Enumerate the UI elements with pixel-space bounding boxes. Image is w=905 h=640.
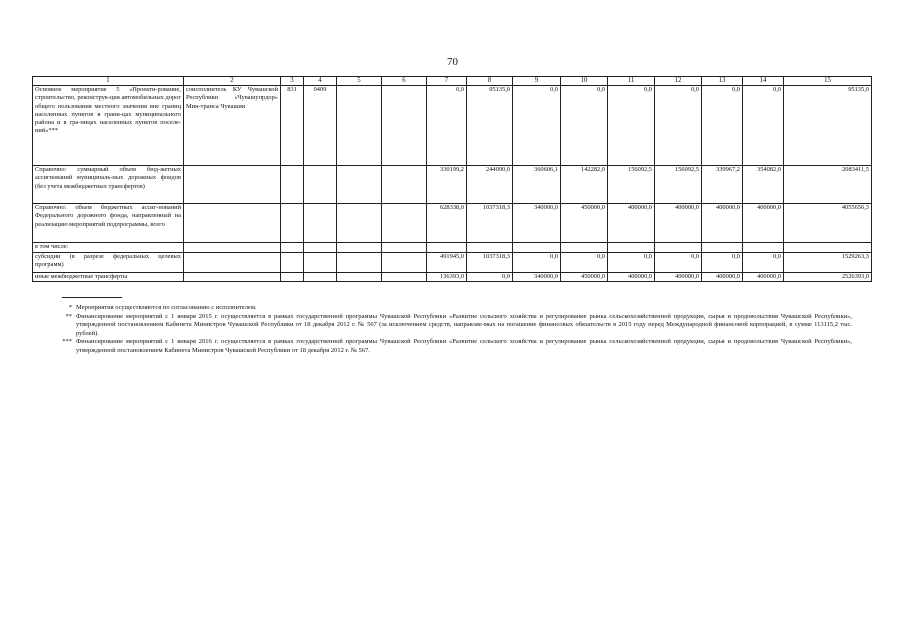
row-value: 400000,0: [608, 204, 655, 243]
table-row: [33, 166, 872, 204]
row-value: 0,0: [702, 253, 743, 273]
row-value: 1037318,3: [467, 253, 513, 273]
row-value: 0,0: [655, 253, 702, 273]
column-header: 14: [743, 77, 784, 86]
row-code-4: [304, 243, 337, 253]
table-row: [33, 273, 872, 282]
footnote: [52, 313, 852, 339]
row-code-3: [281, 204, 304, 243]
row-value: 360606,1: [513, 166, 561, 204]
table-body: [33, 77, 872, 282]
row-value: 400000,0: [743, 204, 784, 243]
row-code-4: [304, 273, 337, 282]
footnote: [52, 304, 852, 313]
footnote-mark: *: [68, 304, 72, 311]
row-value: [702, 243, 743, 253]
row-value: 340000,0: [513, 204, 561, 243]
row-code-5: [337, 253, 382, 273]
row-code-6: [382, 243, 427, 253]
footnote-text: Финансирование мероприятий с 1 января 2015 г. осуществляется в рамках государственной программы Чувашской Республики «Развитие сельского хозяйства и регулирование рынка сельскохозяйственной продукции, сырья и продовольствия Чувашской Республики», утвержденной постановлением Кабинета Министров Чувашской Республики от 18 декабря 2012 г. № 567 (за исключением средств, направляе-мых на погашение финансовых обязательств в 2015 году перед Международной финансовой корпорацией, в сумме 113115,2 тыс. рублей).: [76, 312, 852, 337]
row-value: 400000,0: [655, 273, 702, 282]
row-description: в том числе:: [33, 243, 184, 253]
row-value: 0,0: [427, 86, 467, 166]
column-header: 1: [33, 77, 184, 86]
row-code-5: [337, 273, 382, 282]
row-value: 400000,0: [608, 273, 655, 282]
row-executor: [184, 273, 281, 282]
table-row: [33, 86, 872, 166]
column-header: 11: [608, 77, 655, 86]
row-executor: [184, 243, 281, 253]
row-value: 0,0: [743, 86, 784, 166]
row-description: субсидии (в разрезе федеральных целевых программ): [33, 253, 184, 273]
row-value: 142282,0: [561, 166, 608, 204]
footnote: [52, 338, 852, 355]
column-header: 7: [427, 77, 467, 86]
column-header: 3: [281, 77, 304, 86]
row-value: 0,0: [513, 253, 561, 273]
row-code-3: 831: [281, 86, 304, 166]
footnote-divider: [62, 297, 122, 298]
row-code-3: [281, 273, 304, 282]
row-value: 0,0: [467, 273, 513, 282]
row-value: [427, 243, 467, 253]
table-row: [33, 204, 872, 243]
table-row: [33, 253, 872, 273]
row-value: 156092,5: [608, 166, 655, 204]
row-code-3: [281, 243, 304, 253]
row-value: [784, 243, 872, 253]
row-description: Справочно: объем бюджетных ассиг-нований Федерального дорожного фонда, направленный на реализацию мероприятий подпрограммы, всего: [33, 204, 184, 243]
row-value: 450000,0: [561, 204, 608, 243]
column-header: 9: [513, 77, 561, 86]
row-code-4: 0409: [304, 86, 337, 166]
row-value: 156092,5: [655, 166, 702, 204]
row-value: 339967,2: [702, 166, 743, 204]
row-value: 0,0: [561, 253, 608, 273]
row-value: 136393,0: [427, 273, 467, 282]
footnotes: [52, 304, 852, 356]
row-description: Основное мероприятие 5 «Проекти-рование, строительство, реконструк-ция автомобильных дорог общего пользования местного значения вне границ населенных пунктов в грани-цах муниципального района и в гра-ницах населенных пунктов поселе-ний»***: [33, 86, 184, 166]
row-code-6: [382, 204, 427, 243]
row-value: 1037318,3: [467, 204, 513, 243]
row-code-6: [382, 273, 427, 282]
row-value: [561, 243, 608, 253]
table-row: [33, 243, 872, 253]
row-code-4: [304, 253, 337, 273]
row-description: иные межбюджетные трансферты: [33, 273, 184, 282]
row-code-4: [304, 204, 337, 243]
row-code-6: [382, 86, 427, 166]
row-value: 95135,0: [467, 86, 513, 166]
row-code-5: [337, 86, 382, 166]
row-value: 0,0: [743, 253, 784, 273]
column-header: 10: [561, 77, 608, 86]
row-executor: [184, 166, 281, 204]
row-value: 400000,0: [655, 204, 702, 243]
column-header: 15: [784, 77, 872, 86]
row-value: [655, 243, 702, 253]
row-value: 0,0: [608, 253, 655, 273]
row-description: Справочно: суммарный объем бюд-жетных ассигнований муниципаль-ных дорожных фондов (без учета межбюджетных трансфертов): [33, 166, 184, 204]
footnote-mark: ***: [62, 338, 72, 346]
row-value: 0,0: [513, 86, 561, 166]
page-number: 70: [447, 56, 458, 68]
column-header: 5: [337, 77, 382, 86]
row-value: 450000,0: [561, 273, 608, 282]
row-value: 1529263,3: [784, 253, 872, 273]
row-executor: [184, 204, 281, 243]
row-value: 0,0: [702, 86, 743, 166]
row-executor: соисполнитель КУ Чувашской Республики «Чувашупрдор» Мин-транса Чувашии: [184, 86, 281, 166]
row-value: 491945,0: [427, 253, 467, 273]
row-value: 2526393,0: [784, 273, 872, 282]
row-executor: [184, 253, 281, 273]
row-value: 400000,0: [743, 273, 784, 282]
row-value: 354082,0: [743, 166, 784, 204]
row-code-4: [304, 166, 337, 204]
row-value: [513, 243, 561, 253]
budget-table: [32, 76, 872, 282]
row-value: [743, 243, 784, 253]
row-value: [608, 243, 655, 253]
row-value: 2083411,5: [784, 166, 872, 204]
row-value: 0,0: [608, 86, 655, 166]
row-value: 628338,0: [427, 204, 467, 243]
row-value: 95135,0: [784, 86, 872, 166]
row-value: 244090,0: [467, 166, 513, 204]
row-value: 0,0: [655, 86, 702, 166]
row-code-6: [382, 253, 427, 273]
row-value: 0,0: [561, 86, 608, 166]
row-value: 400000,0: [702, 204, 743, 243]
header-row: [33, 77, 872, 86]
row-code-5: [337, 204, 382, 243]
row-value: 400000,0: [702, 273, 743, 282]
footnote-text: Мероприятия осуществляются по согласованию с исполнителем.: [76, 304, 257, 311]
column-header: 13: [702, 77, 743, 86]
column-header: 4: [304, 77, 337, 86]
column-header: 12: [655, 77, 702, 86]
footnote-text: Финансирование мероприятий с 1 января 2016 г. осуществляется в рамках государственной программы Чувашской Республики «Развитие сельского хозяйства и регулирование рынка сельскохозяйственной продукции, сырья и продовольствия Чувашской Республики», утвержденной постановлением Кабинета Министров Чувашской Республики от 18 декабря 2012 г. № 567.: [76, 338, 852, 354]
row-value: 330199,2: [427, 166, 467, 204]
column-header: 2: [184, 77, 281, 86]
row-code-6: [382, 166, 427, 204]
row-code-3: [281, 166, 304, 204]
column-header: 6: [382, 77, 427, 86]
row-value: 340000,0: [513, 273, 561, 282]
footnote-mark: **: [65, 312, 72, 320]
row-code-3: [281, 253, 304, 273]
row-value: 4055656,3: [784, 204, 872, 243]
column-header: 8: [467, 77, 513, 86]
row-code-5: [337, 243, 382, 253]
row-code-5: [337, 166, 382, 204]
row-value: [467, 243, 513, 253]
